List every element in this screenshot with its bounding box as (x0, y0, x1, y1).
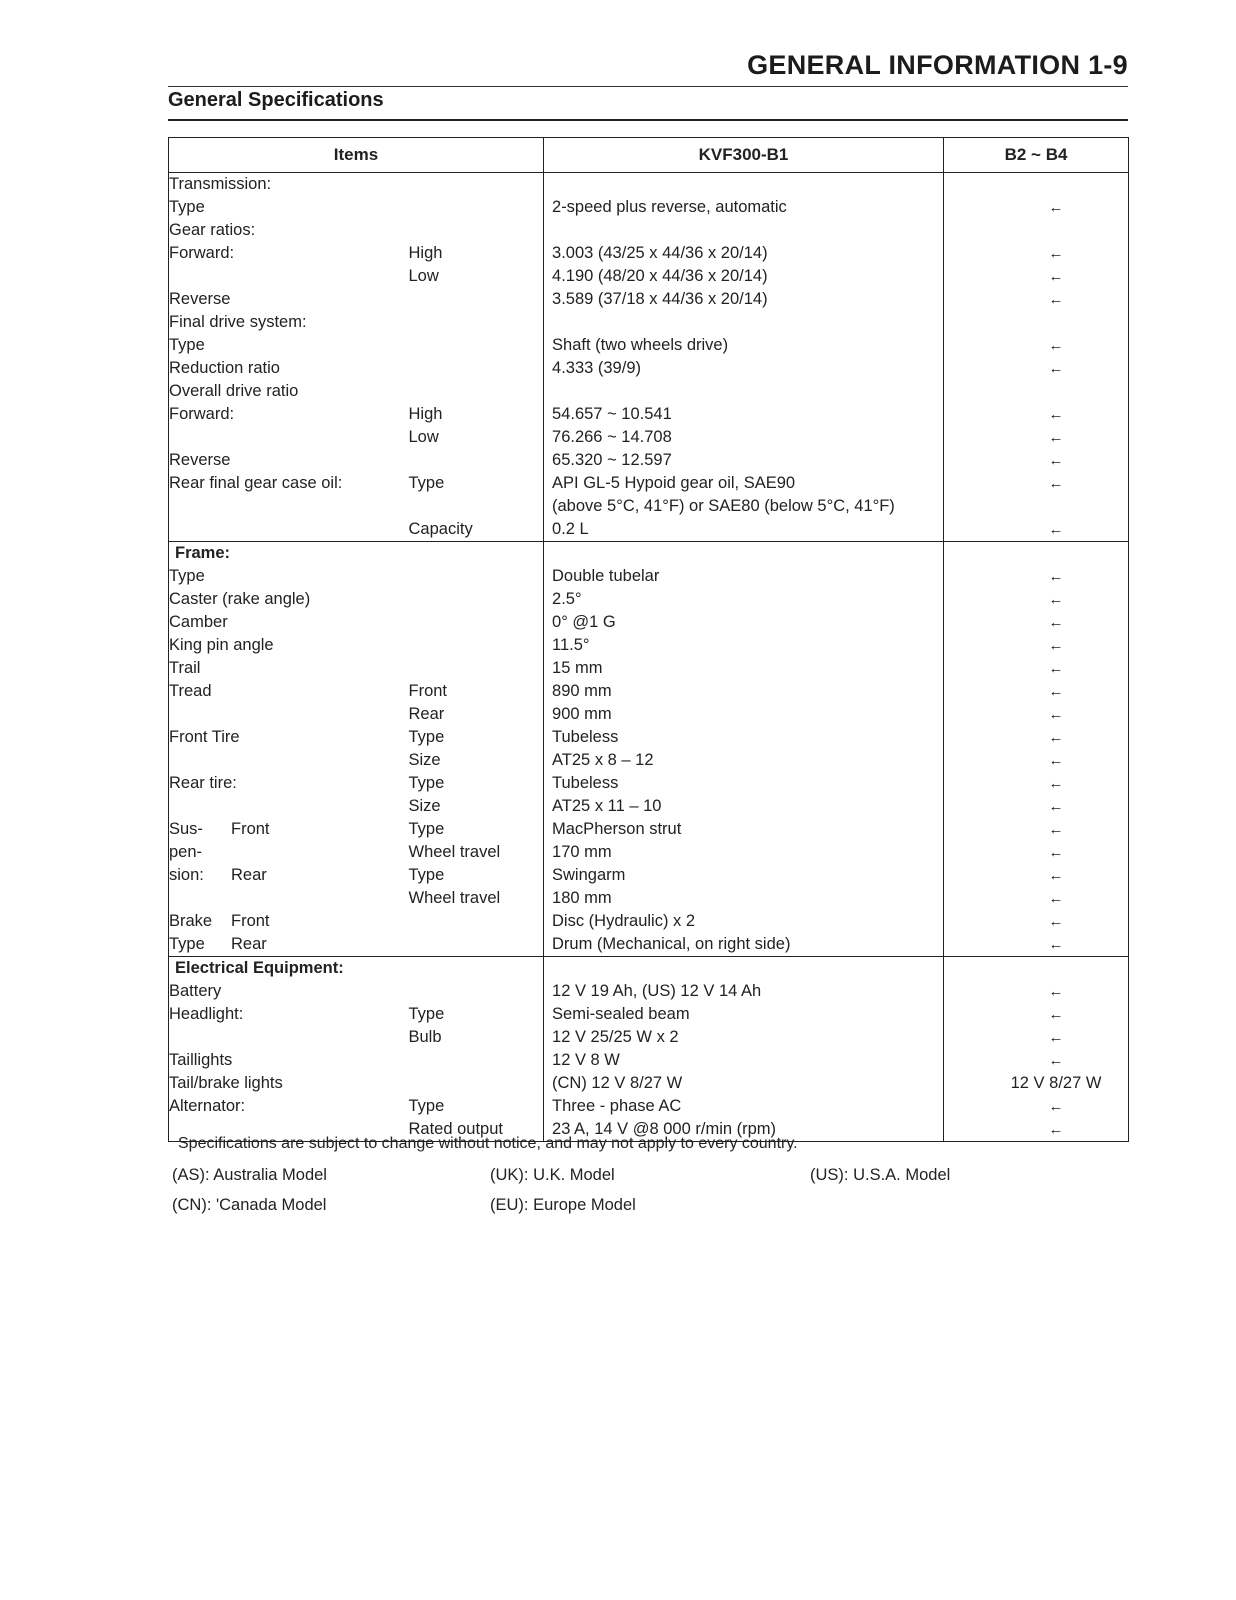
header-items: Items (169, 138, 544, 173)
same-as-left-arrow-icon: ← (1048, 1121, 1064, 1138)
sub-item-cell (409, 334, 544, 357)
spec-row (169, 1072, 1129, 1095)
value-cell: Semi-sealed beam (544, 1003, 944, 1026)
sub-item-cell (409, 657, 544, 680)
item-cell: Gear ratios: (169, 219, 409, 242)
b2-cell (944, 726, 1129, 749)
value-cell: 15 mm (544, 657, 944, 680)
b2-cell (944, 265, 1129, 288)
header-b2-b4: B2 ~ B4 (944, 138, 1129, 173)
same-as-left-arrow-icon: ← (1048, 775, 1064, 792)
same-as-left-arrow-icon: ← (1048, 568, 1064, 585)
group-heading: Electrical Equipment: (169, 957, 544, 981)
item-cell (169, 518, 409, 542)
header-rule (168, 86, 1128, 87)
b2-cell (944, 818, 1129, 841)
sub-item-cell: Rated output (409, 1118, 544, 1142)
item-cell: Reverse (169, 449, 409, 472)
sub-item-cell: Wheel travel (408, 889, 501, 907)
item-cell: Forward: (169, 242, 409, 265)
value-cell: 0.2 L (544, 518, 944, 542)
same-as-left-arrow-icon: ← (1048, 360, 1064, 377)
same-as-left-arrow-icon: ← (1048, 291, 1064, 308)
legend-item: (EU): Europe Model (490, 1196, 636, 1214)
b2-cell (944, 749, 1129, 772)
item-label: Type (169, 935, 205, 953)
spec-row (169, 334, 1129, 357)
b2-cell (944, 380, 1129, 403)
item-cell: Tread (169, 680, 409, 703)
value-cell: 890 mm (544, 680, 944, 703)
b2-cell (944, 288, 1129, 311)
value-cell: Tubeless (544, 772, 944, 795)
spec-row (169, 403, 1129, 426)
sub-item-cell (409, 933, 544, 957)
value-cell: Double tubelar (544, 565, 944, 588)
spec-row (169, 242, 1129, 265)
value-cell: 3.003 (43/25 x 44/36 x 20/14) (544, 242, 944, 265)
item-cell: Camber (169, 611, 409, 634)
same-as-left-arrow-icon: ← (1048, 729, 1064, 746)
spec-row (169, 472, 1129, 495)
sub-item-cell (409, 196, 544, 219)
same-as-left-arrow-icon: ← (1048, 1098, 1064, 1115)
b2-cell (944, 426, 1129, 449)
sub-item-cell (409, 219, 544, 242)
b2-cell (944, 864, 1129, 887)
sub-item-cell: Type (408, 1005, 445, 1023)
b2-cell (944, 403, 1129, 426)
section-rule (168, 119, 1128, 121)
item-cell: Rear final gear case oil: (169, 472, 409, 495)
same-as-left-arrow-icon: ← (1048, 867, 1064, 884)
spec-row (169, 749, 1129, 772)
spec-row (169, 1026, 1129, 1049)
same-as-left-arrow-icon: ← (1048, 452, 1064, 469)
item-label: Sus- (169, 820, 203, 838)
value-cell: Swingarm (544, 864, 944, 887)
b2-cell (944, 933, 1129, 957)
group-heading-row (169, 542, 1129, 566)
legend-item: (AS): Australia Model (172, 1166, 327, 1184)
item-cell: Rear tire: (169, 772, 409, 795)
value-cell (544, 957, 944, 981)
value-cell: 4.333 (39/9) (544, 357, 944, 380)
sub-item-cell: Front (408, 682, 448, 700)
sub-item-cell (409, 980, 544, 1003)
header-kvf300-b1: KVF300-B1 (544, 138, 944, 173)
same-as-left-arrow-icon: ← (1048, 798, 1064, 815)
sub-item-cell: Type (408, 820, 445, 838)
value-cell (544, 542, 944, 566)
spec-row (169, 219, 1129, 242)
item-sublabel: Front (231, 820, 270, 838)
same-as-left-arrow-icon: ← (1048, 268, 1064, 285)
b2-cell (944, 588, 1129, 611)
b2-cell (944, 1095, 1129, 1118)
item-cell (169, 265, 409, 288)
sub-item-cell (409, 1049, 544, 1072)
value-cell: 54.657 ~ 10.541 (544, 403, 944, 426)
spec-row (169, 173, 1129, 197)
item-cell (169, 887, 409, 910)
same-as-left-arrow-icon: ← (1048, 844, 1064, 861)
group-heading: Frame: (169, 542, 544, 566)
same-as-left-arrow-icon: ← (1048, 591, 1064, 608)
value-cell: 0° @1 G (544, 611, 944, 634)
item-cell (169, 841, 409, 864)
sub-item-cell: Type (408, 728, 445, 746)
value-cell: (above 5°C, 41°F) or SAE80 (below 5°C, 41°F) (544, 495, 944, 518)
sub-item-cell (409, 357, 544, 380)
item-cell (169, 703, 409, 726)
same-as-left-arrow-icon: ← (1048, 1006, 1064, 1023)
spec-row (169, 1003, 1129, 1026)
sub-item-cell: Wheel travel (408, 843, 501, 861)
disclaimer-note: Specifications are subject to change without notice, and may not apply to every country. (178, 1135, 798, 1152)
value-cell: 4.190 (48/20 x 44/36 x 20/14) (544, 265, 944, 288)
item-cell (169, 910, 409, 933)
same-as-left-arrow-icon: ← (1048, 614, 1064, 631)
spec-row (169, 518, 1129, 542)
item-label: sion: (169, 866, 204, 884)
item-cell (169, 426, 409, 449)
spec-row (169, 634, 1129, 657)
item-cell (169, 495, 409, 518)
spec-row (169, 772, 1129, 795)
item-sublabel: Rear (231, 935, 267, 953)
sub-item-cell: Type (408, 774, 445, 792)
sub-item-cell (409, 634, 544, 657)
spec-row (169, 933, 1129, 957)
same-as-left-arrow-icon: ← (1048, 199, 1064, 216)
sub-item-cell (409, 495, 544, 518)
same-as-left-arrow-icon: ← (1048, 521, 1064, 538)
value-cell: AT25 x 11 – 10 (544, 795, 944, 818)
b2-cell (944, 703, 1129, 726)
b2-cell (944, 910, 1129, 933)
sub-item-cell: Size (408, 751, 441, 769)
value-cell (544, 173, 944, 197)
sub-item-cell: Low (408, 428, 439, 446)
sub-item-cell: High (408, 244, 443, 262)
b2-cell (944, 495, 1129, 518)
sub-item-cell (409, 910, 544, 933)
group-heading-row (169, 957, 1129, 981)
sub-item-cell: Rear (408, 705, 445, 723)
value-cell: API GL-5 Hypoid gear oil, SAE90 (544, 472, 944, 495)
b2-value: 12 V 8/27 W (1010, 1074, 1102, 1092)
b2-cell (944, 219, 1129, 242)
value-cell: Tubeless (544, 726, 944, 749)
spec-row (169, 611, 1129, 634)
sub-item-cell (409, 288, 544, 311)
b2-cell (944, 1026, 1129, 1049)
spec-row (169, 864, 1129, 887)
spec-row (169, 495, 1129, 518)
item-cell: Tail/brake lights (169, 1072, 409, 1095)
value-cell: 2.5° (544, 588, 944, 611)
sub-item-cell (409, 380, 544, 403)
value-cell: 900 mm (544, 703, 944, 726)
page-header: GENERAL INFORMATION 1-9 (747, 50, 1128, 80)
spec-row (169, 680, 1129, 703)
same-as-left-arrow-icon: ← (1048, 637, 1064, 654)
b2-cell (944, 841, 1129, 864)
item-cell: Headlight: (169, 1003, 409, 1026)
sub-item-cell (409, 611, 544, 634)
value-cell: 3.589 (37/18 x 44/36 x 20/14) (544, 288, 944, 311)
spec-row (169, 657, 1129, 680)
spec-table-header (169, 138, 1129, 173)
spec-row (169, 196, 1129, 219)
sub-item-cell: Type (408, 866, 445, 884)
value-cell: Drum (Mechanical, on right side) (544, 933, 944, 957)
same-as-left-arrow-icon: ← (1048, 913, 1064, 930)
item-cell (169, 818, 409, 841)
sub-item-cell (409, 1072, 544, 1095)
b2-cell (944, 657, 1129, 680)
value-cell: Disc (Hydraulic) x 2 (544, 910, 944, 933)
spec-row (169, 726, 1129, 749)
same-as-left-arrow-icon: ← (1048, 1029, 1064, 1046)
b2-cell (944, 772, 1129, 795)
value-cell: AT25 x 8 – 12 (544, 749, 944, 772)
b2-cell (944, 980, 1129, 1003)
b2-cell (944, 611, 1129, 634)
value-cell: 23 A, 14 V @8 000 r/min (rpm) (544, 1118, 944, 1142)
sub-item-cell (409, 565, 544, 588)
same-as-left-arrow-icon: ← (1048, 406, 1064, 423)
b2-cell (944, 542, 1129, 566)
value-cell: 170 mm (544, 841, 944, 864)
spec-row (169, 910, 1129, 933)
value-cell: MacPherson strut (544, 818, 944, 841)
sub-item-cell: Size (408, 797, 441, 815)
item-cell (169, 795, 409, 818)
item-sublabel: Rear (231, 866, 267, 884)
item-cell: Type (169, 196, 409, 219)
item-cell: Reverse (169, 288, 409, 311)
item-cell: Reduction ratio (169, 357, 409, 380)
value-cell (544, 219, 944, 242)
spec-row (169, 887, 1129, 910)
b2-cell (944, 311, 1129, 334)
item-cell: Front Tire (169, 726, 409, 749)
spec-row (169, 449, 1129, 472)
spec-row (169, 795, 1129, 818)
sub-item-cell: Bulb (408, 1028, 442, 1046)
value-cell: Shaft (two wheels drive) (544, 334, 944, 357)
b2-cell (944, 357, 1129, 380)
spec-row (169, 565, 1129, 588)
legend-item: (CN): 'Canada Model (172, 1196, 327, 1214)
spec-row (169, 1049, 1129, 1072)
spec-row (169, 1095, 1129, 1118)
sub-item-cell: Low (408, 267, 439, 285)
b2-cell (944, 173, 1129, 197)
item-cell (169, 749, 409, 772)
value-cell: 65.320 ~ 12.597 (544, 449, 944, 472)
sub-item-cell (409, 173, 544, 197)
same-as-left-arrow-icon: ← (1048, 337, 1064, 354)
item-label: pen- (169, 843, 203, 861)
spec-row (169, 426, 1129, 449)
b2-cell (944, 518, 1129, 542)
same-as-left-arrow-icon: ← (1048, 660, 1064, 677)
b2-cell (944, 334, 1129, 357)
b2-cell (944, 1003, 1129, 1026)
b2-cell (944, 957, 1129, 981)
item-cell (169, 1026, 409, 1049)
item-cell: Forward: (169, 403, 409, 426)
value-cell: Three - phase AC (544, 1095, 944, 1118)
item-cell (169, 933, 409, 957)
same-as-left-arrow-icon: ← (1048, 683, 1064, 700)
same-as-left-arrow-icon: ← (1048, 983, 1064, 1000)
spec-row (169, 380, 1129, 403)
item-cell: Type (169, 334, 409, 357)
b2-cell (944, 196, 1129, 219)
value-cell: 12 V 8 W (544, 1049, 944, 1072)
same-as-left-arrow-icon: ← (1048, 1052, 1064, 1069)
item-cell: Trail (169, 657, 409, 680)
b2-cell (944, 242, 1129, 265)
item-cell: Final drive system: (169, 311, 409, 334)
same-as-left-arrow-icon: ← (1048, 752, 1064, 769)
spec-row (169, 980, 1129, 1003)
item-cell: Caster (rake angle) (169, 588, 409, 611)
item-cell: Taillights (169, 1049, 409, 1072)
item-label: Brake (169, 912, 213, 930)
value-cell: 2-speed plus reverse, automatic (544, 196, 944, 219)
item-cell: Type (169, 565, 409, 588)
sub-item-cell (409, 588, 544, 611)
same-as-left-arrow-icon: ← (1048, 890, 1064, 907)
b2-cell (944, 634, 1129, 657)
same-as-left-arrow-icon: ← (1048, 821, 1064, 838)
item-cell: Battery (169, 980, 409, 1003)
item-cell: King pin angle (169, 634, 409, 657)
section-title: General Specifications (168, 89, 384, 111)
spec-row (169, 357, 1129, 380)
b2-cell (944, 795, 1129, 818)
legend-item: (UK): U.K. Model (490, 1166, 615, 1184)
spec-row (169, 588, 1129, 611)
b2-cell (944, 472, 1129, 495)
value-cell (544, 380, 944, 403)
b2-cell (944, 1118, 1129, 1142)
item-sublabel: Front (231, 912, 270, 930)
same-as-left-arrow-icon: ← (1048, 706, 1064, 723)
value-cell: 12 V 25/25 W x 2 (544, 1026, 944, 1049)
item-cell: Transmission: (169, 173, 409, 197)
item-cell (169, 864, 409, 887)
item-cell: Alternator: (169, 1095, 409, 1118)
value-cell: 12 V 19 Ah, (US) 12 V 14 Ah (544, 980, 944, 1003)
b2-cell (944, 565, 1129, 588)
b2-cell (944, 1072, 1129, 1095)
value-cell (544, 311, 944, 334)
item-cell: Overall drive ratio (169, 380, 409, 403)
value-cell: 11.5° (544, 634, 944, 657)
b2-cell (944, 449, 1129, 472)
b2-cell (944, 1049, 1129, 1072)
spec-row (169, 288, 1129, 311)
spec-table (168, 137, 1129, 1142)
value-cell: 180 mm (544, 887, 944, 910)
b2-cell (944, 680, 1129, 703)
spec-row (169, 311, 1129, 334)
value-cell: 76.266 ~ 14.708 (544, 426, 944, 449)
sub-item-cell (409, 449, 544, 472)
sub-item-cell: High (408, 405, 443, 423)
legend-item: (US): U.S.A. Model (810, 1166, 951, 1184)
spec-row (169, 818, 1129, 841)
same-as-left-arrow-icon: ← (1048, 475, 1064, 492)
sub-item-cell (409, 311, 544, 334)
value-cell: (CN) 12 V 8/27 W (544, 1072, 944, 1095)
spec-row (169, 703, 1129, 726)
sub-item-cell: Type (408, 1097, 445, 1115)
same-as-left-arrow-icon: ← (1048, 936, 1064, 953)
same-as-left-arrow-icon: ← (1048, 429, 1064, 446)
b2-cell (944, 887, 1129, 910)
sub-item-cell: Capacity (409, 518, 544, 542)
spec-row (169, 841, 1129, 864)
sub-item-cell: Type (408, 474, 445, 492)
spec-row (169, 265, 1129, 288)
same-as-left-arrow-icon: ← (1048, 245, 1064, 262)
